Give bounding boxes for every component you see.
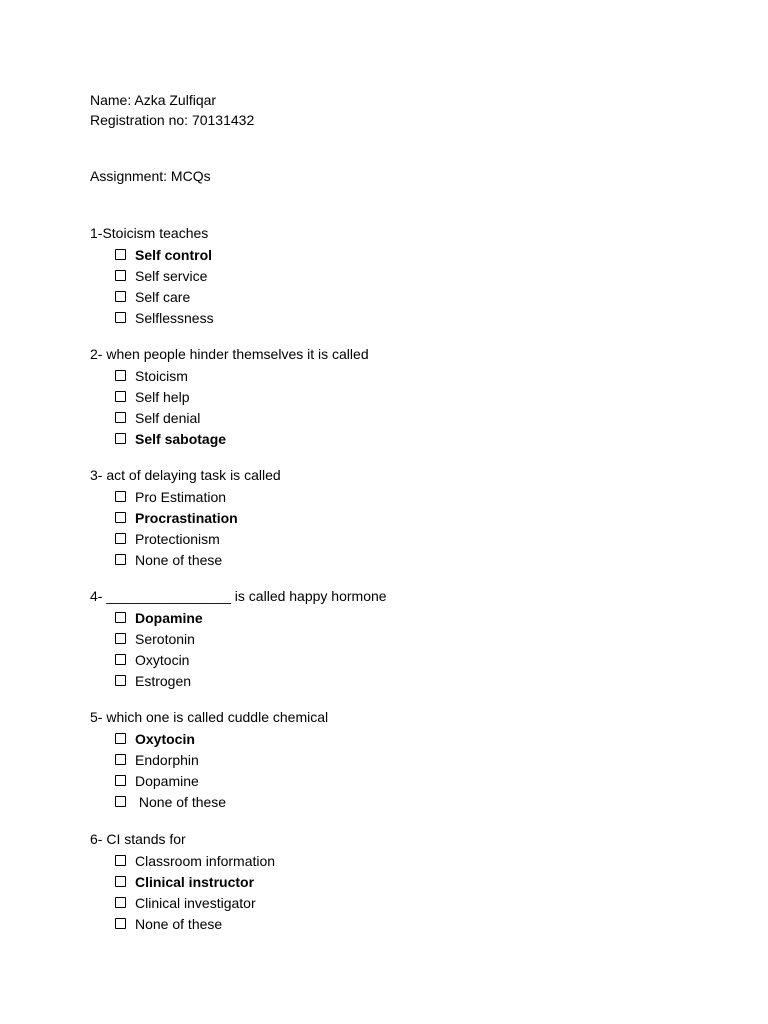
option-label: Oxytocin [135, 651, 190, 668]
option-label: Self help [135, 388, 190, 405]
option-label: Self denial [135, 409, 201, 426]
checkbox-icon[interactable] [115, 491, 126, 502]
option-item[interactable] [115, 486, 710, 507]
option-label: Endorphin [135, 751, 199, 768]
question-text: 2- when people hinder themselves it is called [90, 346, 369, 362]
option-item[interactable] [115, 791, 710, 812]
checkbox-icon[interactable] [115, 312, 126, 323]
option-item[interactable] [115, 507, 710, 528]
option-item[interactable] [115, 244, 710, 265]
option-item[interactable] [115, 407, 710, 428]
checkbox-icon[interactable] [115, 554, 126, 565]
option-item[interactable] [115, 528, 710, 549]
option-label: Self care [135, 288, 191, 305]
option-item[interactable] [115, 365, 710, 386]
checkbox-icon[interactable] [115, 633, 126, 644]
question-text: 6- CI stands for [90, 831, 186, 847]
checkbox-icon[interactable] [115, 412, 126, 423]
question-text: 4- ________________ is called happy hormone [90, 588, 387, 604]
checkbox-icon[interactable] [115, 754, 126, 765]
checkbox-icon[interactable] [115, 675, 126, 686]
option-item[interactable] [115, 670, 710, 691]
checkbox-icon[interactable] [115, 775, 126, 786]
option-label: Procrastination [135, 509, 238, 526]
option-item[interactable] [115, 628, 710, 649]
option-item[interactable] [115, 265, 710, 286]
checkbox-icon[interactable] [115, 654, 126, 665]
checkbox-icon[interactable] [115, 796, 126, 807]
question-2 [90, 344, 710, 449]
question-1 [90, 223, 710, 328]
question-text: 3- act of delaying task is called [90, 467, 281, 483]
option-label: Dopamine [135, 772, 199, 789]
option-label: Self control [135, 246, 213, 263]
checkbox-icon[interactable] [115, 370, 126, 381]
question-6 [90, 829, 710, 934]
option-label: None of these [135, 793, 227, 810]
option-item[interactable] [115, 770, 710, 791]
checkbox-icon[interactable] [115, 533, 126, 544]
option-label: Stoicism [135, 367, 188, 384]
assignment-title: Assignment: MCQs [90, 168, 211, 184]
option-label: Clinical investigator [135, 894, 256, 911]
checkbox-icon[interactable] [115, 855, 126, 866]
checkbox-icon[interactable] [115, 612, 126, 623]
checkbox-icon[interactable] [115, 391, 126, 402]
checkbox-icon[interactable] [115, 249, 126, 260]
option-label: Classroom information [135, 852, 276, 869]
option-label: Estrogen [135, 672, 192, 689]
option-item[interactable] [115, 871, 710, 892]
option-item[interactable] [115, 428, 710, 449]
option-item[interactable] [115, 607, 710, 628]
question-text: 5- which one is called cuddle chemical [90, 709, 329, 725]
option-label: Self sabotage [135, 430, 227, 447]
question-4 [90, 586, 710, 691]
option-label: None of these [135, 551, 223, 568]
option-item[interactable] [115, 892, 710, 913]
option-item[interactable] [115, 649, 710, 670]
option-label: Self service [135, 267, 208, 284]
checkbox-icon[interactable] [115, 918, 126, 929]
option-item[interactable] [115, 286, 710, 307]
checkbox-icon[interactable] [115, 733, 126, 744]
option-label: Clinical instructor [135, 873, 255, 890]
question-text: 1-Stoicism teaches [90, 225, 209, 241]
checkbox-icon[interactable] [115, 291, 126, 302]
checkbox-icon[interactable] [115, 897, 126, 908]
option-label: Pro Estimation [135, 488, 227, 505]
checkbox-icon[interactable] [115, 512, 126, 523]
student-name: Name: Azka Zulfiqar [90, 92, 217, 108]
option-item[interactable] [115, 728, 710, 749]
option-item[interactable] [115, 749, 710, 770]
question-3 [90, 465, 710, 570]
option-item[interactable] [115, 307, 710, 328]
option-label: Oxytocin [135, 730, 195, 747]
question-5 [90, 707, 710, 812]
option-label: None of these [135, 915, 223, 932]
option-item[interactable] [115, 850, 710, 871]
checkbox-icon[interactable] [115, 433, 126, 444]
option-item[interactable] [115, 913, 710, 934]
checkbox-icon[interactable] [115, 876, 126, 887]
option-item[interactable] [115, 549, 710, 570]
option-label: Protectionism [135, 530, 220, 547]
option-label: Serotonin [135, 630, 195, 647]
registration-number: Registration no: 70131432 [90, 112, 255, 128]
option-label: Selflessness [135, 309, 214, 326]
option-item[interactable] [115, 386, 710, 407]
checkbox-icon[interactable] [115, 270, 126, 281]
option-label: Dopamine [135, 609, 203, 626]
